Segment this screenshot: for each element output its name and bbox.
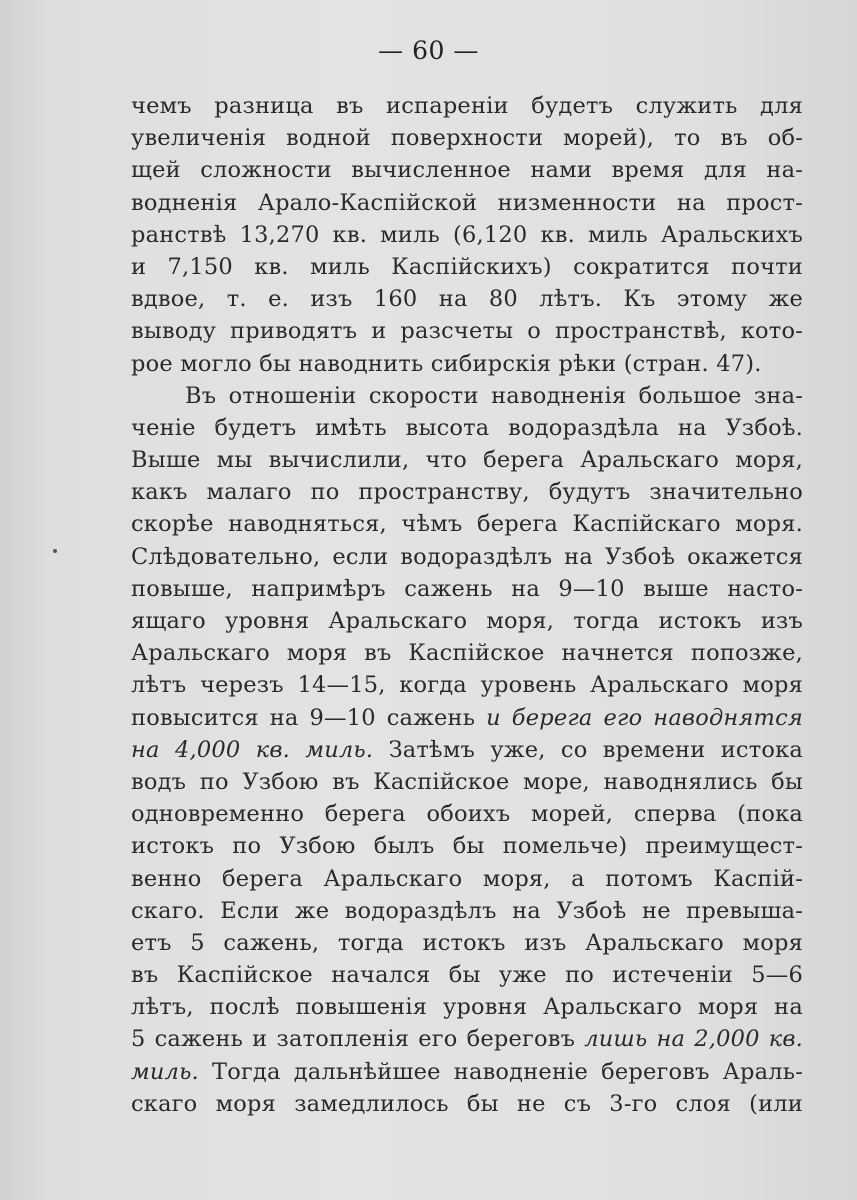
text-line: Аральскаго моря въ Каспійское начнется попозже,: [131, 640, 803, 667]
text-line: водненія Арало-Каспійской низменности на прост-: [131, 189, 803, 216]
text-line: щей сложности вычисленное нами время для на-: [131, 157, 803, 184]
text-segment: Затѣмъ уже, со времени истока: [373, 736, 804, 763]
text-line: Слѣдовательно, если водораздѣлъ на Узбоѣ окажется: [131, 543, 803, 570]
text-line: [131, 702, 803, 734]
paragraph-first-line: Въ отношеніи скорости наводненія большое зна-: [185, 382, 803, 409]
text-line: въ Каспійское начался бы уже по истеченіи 5—6: [131, 962, 803, 989]
text-line: ранствѣ 13,270 кв. миль (6,120 кв. миль Аральскихъ: [131, 221, 803, 248]
text-line: вдвое, т. е. изъ 160 на 80 лѣтъ. Къ этому же: [131, 286, 803, 313]
text-line: лѣтъ черезъ 14—15, когда уровень Аральскаго моря: [131, 672, 803, 699]
italic-text-segment: лишь на 2,000 кв.: [584, 1026, 803, 1053]
text-line: етъ 5 сажень, тогда истокъ изъ Аральскаго моря: [131, 929, 803, 956]
text-line: скаго. Если же водораздѣлъ на Узбоѣ не превыша-: [131, 897, 803, 924]
text-segment: Тогда дальнѣйшее наводненіе береговъ Араль-: [198, 1058, 803, 1085]
text-line: Выше мы вычислили, что берега Аральскаго моря,: [131, 447, 803, 474]
page-speck: [53, 549, 57, 553]
text-line: увеличенія водной поверхности морей), то въ об-: [131, 125, 803, 152]
text-line: одновременно берега обоихъ морей, сперва (пока: [131, 801, 803, 828]
text-segment: повысится на 9—10 сажень: [131, 704, 487, 731]
text-line: венно берега Аральскаго моря, а потомъ Каспій-: [131, 865, 803, 892]
text-line: лѣтъ, послѣ повышенія уровня Аральскаго моря на: [131, 994, 803, 1021]
text-line: ченіе будетъ имѣть высота водораздѣла на Узбоѣ.: [131, 414, 803, 441]
italic-text-segment: миль.: [131, 1058, 199, 1085]
body-text: [131, 90, 803, 1120]
page-number: — 60 —: [378, 36, 479, 65]
text-line: истокъ по Узбою былъ бы помельче) преимущест-: [131, 833, 803, 860]
text-line: скорѣе наводняться, чѣмъ берега Каспійскаго моря.: [131, 511, 803, 538]
text-line: выводу приводятъ и разсчеты о пространствѣ, кото-: [131, 318, 803, 345]
text-line: повыше, напримѣръ сажень на 9—10 выше насто-: [131, 575, 803, 602]
text-line: и 7,150 кв. миль Каспійскихъ) сократится почти: [131, 253, 803, 280]
text-segment: 5 сажень и затопленія его береговъ: [131, 1026, 585, 1053]
text-line: [131, 1023, 803, 1055]
text-line: ящаго уровня Аральскаго моря, тогда истокъ изъ: [131, 608, 803, 634]
italic-text-segment: и берега его наводнятся: [486, 704, 803, 731]
text-line: какъ малаго по пространству, будутъ значительно: [131, 479, 803, 506]
text-line: [131, 734, 803, 766]
italic-text-segment: на 4,000 кв. миль.: [131, 736, 374, 763]
text-line: скаго моря замедлилось бы не съ 3-го слоя (или: [131, 1090, 803, 1117]
text-line: чемъ разница въ испареніи будетъ служить для: [131, 93, 803, 119]
text-line: водъ по Узбою въ Каспійское море, наводнялись бы: [131, 768, 803, 795]
text-line: [131, 1056, 803, 1088]
text-line: рое могло бы наводнить сибирскія рѣки (стран. 47).: [131, 350, 762, 377]
